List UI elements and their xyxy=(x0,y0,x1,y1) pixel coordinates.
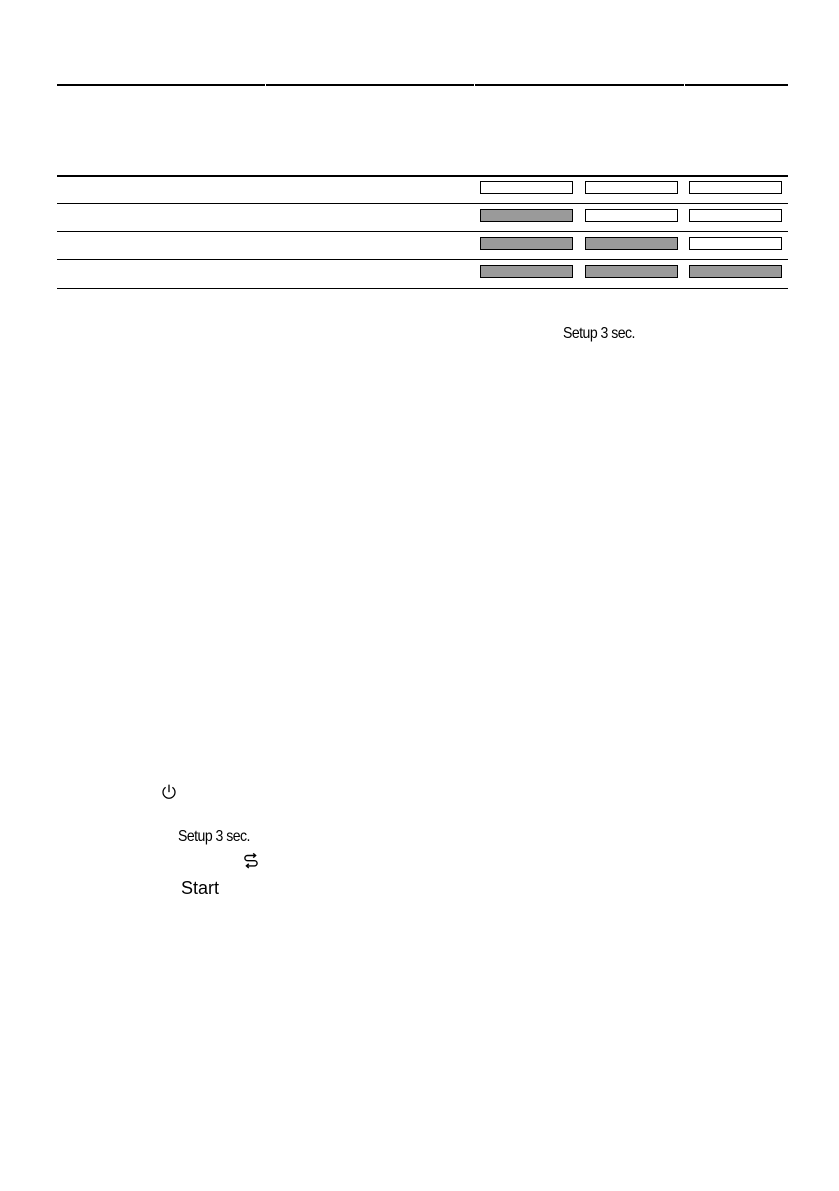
indicator-segment-unlit xyxy=(480,181,573,194)
table-row-rule xyxy=(57,259,788,260)
table-row xyxy=(480,181,782,194)
table-row xyxy=(480,237,782,250)
power-icon xyxy=(160,783,178,801)
indicator-segment-lit xyxy=(480,265,573,278)
table-bottom-rule xyxy=(57,288,788,289)
table-header-rule xyxy=(57,175,788,177)
table-row xyxy=(480,265,782,278)
switch-arrows-icon xyxy=(242,851,260,869)
table-row-rule xyxy=(57,203,788,204)
table-top-rule xyxy=(57,84,788,86)
table-row-rule xyxy=(57,231,788,232)
indicator-segment-lit xyxy=(689,265,782,278)
indicator-segment-unlit xyxy=(585,181,678,194)
indicator-segment-lit xyxy=(480,209,573,222)
indicator-segment-unlit xyxy=(585,209,678,222)
column-separator xyxy=(684,84,685,87)
indicator-segment-lit xyxy=(585,237,678,250)
column-separator xyxy=(265,84,266,87)
start-button-label: Start xyxy=(181,878,220,898)
indicator-segment-lit xyxy=(480,237,573,250)
column-separator xyxy=(474,84,475,87)
indicator-segment-lit xyxy=(585,265,678,278)
indicator-segment-unlit xyxy=(689,209,782,222)
indicator-segment-unlit xyxy=(689,237,782,250)
table-row xyxy=(480,209,782,222)
indicator-segment-unlit xyxy=(689,181,782,194)
setup-step-label: Setup 3 sec. xyxy=(178,828,250,845)
setup-button-label: Setup 3 sec. xyxy=(563,325,635,342)
